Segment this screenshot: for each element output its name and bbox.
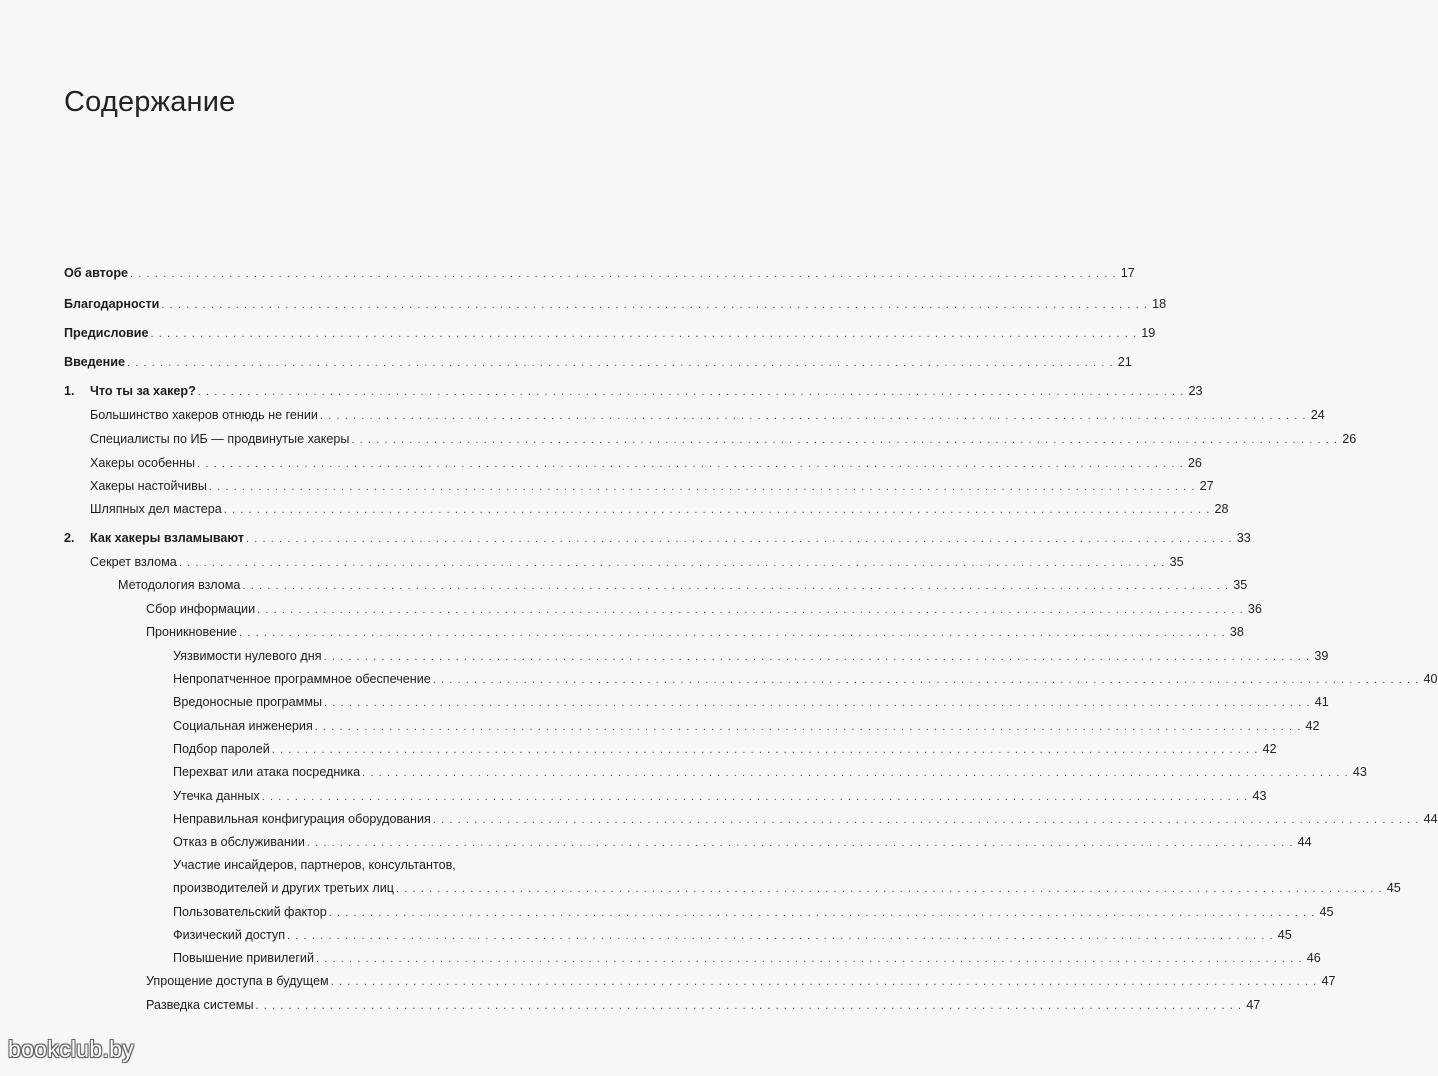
toc-entry[interactable] (0, 381, 1203, 401)
toc-entry[interactable] (0, 622, 1244, 642)
toc-entry-label: Хакеры настойчивы (90, 476, 209, 496)
toc-entry[interactable] (0, 786, 1267, 806)
toc-entry-label: производителей и других третьих лиц (173, 878, 396, 898)
toc-entry[interactable] (0, 809, 1438, 829)
dot-leader: ........................................................................................................................ (130, 268, 1121, 280)
toc-entry-label: Перехват или атака посредника (173, 762, 362, 782)
toc-entry[interactable] (0, 878, 1401, 898)
dot-leader: ........................................................................................................................ (432, 674, 1424, 686)
dot-leader: ........................................................................................................................ (127, 357, 1118, 369)
dot-leader: ........................................................................................................................ (242, 580, 1234, 592)
toc-page-number: 27 (1199, 479, 1214, 493)
toc-entry[interactable] (0, 739, 1277, 759)
dot-leader: ........................................................................................................................ (319, 410, 1311, 422)
dot-leader: ........................................................................................................................ (161, 299, 1153, 311)
toc-entry[interactable] (0, 499, 1229, 519)
toc-page-number: 45 (1319, 905, 1334, 919)
toc-page-number: 46 (1306, 951, 1321, 965)
toc-entry[interactable] (0, 948, 1321, 968)
toc-entry[interactable] (0, 405, 1325, 425)
toc-page-number: 41 (1314, 695, 1329, 709)
dot-leader: ........................................................................................................................ (178, 557, 1170, 569)
toc-page-number: 42 (1262, 742, 1277, 756)
dot-leader: ........................................................................................................................ (197, 458, 1188, 470)
dot-leader: ........................................................................................................................ (261, 791, 1253, 803)
toc-entry-label: Что ты за хакер? (90, 381, 198, 401)
toc-entry-label: Непропатченное программное обеспечение (173, 669, 433, 689)
toc-page-number: 18 (1152, 297, 1167, 311)
toc-entry[interactable] (0, 294, 1167, 314)
toc-entry-label: Упрощение доступа в будущем (146, 971, 331, 991)
toc-entry[interactable] (0, 669, 1438, 689)
toc-entry-label: Хакеры особенны (90, 453, 197, 473)
toc-page-number: 42 (1305, 719, 1320, 733)
dot-leader: ........................................................................................................................ (150, 328, 1142, 340)
toc-entry-label: Благодарности (64, 294, 161, 314)
toc-page-number: 40 (1423, 672, 1438, 686)
dot-leader: ........................................................................................................................ (306, 837, 1298, 849)
dot-leader: ........................................................................................................................ (257, 604, 1248, 616)
toc-entry-label: Уязвимости нулевого дня (173, 646, 324, 666)
toc-entry[interactable] (0, 995, 1261, 1015)
toc-entry-label: Предисловие (64, 323, 151, 343)
page-title: Содержание (64, 86, 236, 118)
toc-entry-label: Неправильная конфигурация оборудования (173, 809, 433, 829)
dot-leader: ........................................................................................................................ (323, 651, 1315, 663)
toc-page-number: 36 (1247, 602, 1262, 616)
toc-entry-label: Пользовательский фактор (173, 902, 329, 922)
toc-page-number: 26 (1342, 432, 1357, 446)
toc-entry-label: Социальная инженерия (173, 716, 315, 736)
chapter-number: 1. (64, 384, 75, 398)
toc-entry-label: Об авторе (64, 263, 130, 283)
dot-leader: ........................................................................................................................ (239, 627, 1230, 639)
toc-page-number: 21 (1117, 355, 1132, 369)
toc-entry[interactable] (0, 528, 1251, 548)
toc-entry[interactable] (0, 832, 1312, 852)
toc-page-number: 35 (1169, 555, 1184, 569)
dot-leader: ........................................................................................................................ (255, 1000, 1247, 1012)
toc-entry[interactable] (0, 453, 1202, 473)
dot-leader: ........................................................................................................................ (351, 434, 1343, 446)
toc-entry-label: Отказ в обслуживании (173, 832, 307, 852)
dot-leader: ........................................................................................................................ (314, 721, 1306, 733)
toc-entry-label: Секрет взлома (90, 552, 179, 572)
toc-page-number: 38 (1229, 625, 1244, 639)
toc-page-number: 43 (1252, 789, 1267, 803)
watermark: bookclub.by (8, 1036, 135, 1062)
toc-entry-label: Большинство хакеров отнюдь не гении (90, 405, 320, 425)
toc-entry[interactable] (0, 925, 1292, 945)
toc-entry[interactable] (0, 552, 1184, 572)
toc-page-number: 47 (1246, 998, 1261, 1012)
dot-leader: ........................................................................................................................ (328, 907, 1320, 919)
toc-entry-label: Разведка системы (146, 995, 256, 1015)
dot-leader: ........................................................................................................................ (208, 481, 1200, 493)
toc-entry-label: Утечка данных (173, 786, 262, 806)
toc-page-number: 44 (1423, 812, 1438, 826)
toc-page-number: 24 (1310, 408, 1325, 422)
toc-entry-label: Вредоносные программы (173, 692, 324, 712)
toc-page-number: 33 (1236, 531, 1251, 545)
toc-page-number: 19 (1141, 326, 1156, 340)
toc-page-number: 45 (1277, 928, 1292, 942)
toc-entry[interactable] (0, 476, 1214, 496)
toc-entry[interactable] (0, 902, 1334, 922)
toc-page-number: 26 (1187, 456, 1202, 470)
toc-page-number: 35 (1233, 578, 1248, 592)
toc-entry-label: Участие инсайдеров, партнеров, консультантов, (173, 858, 456, 872)
toc-entry[interactable] (0, 762, 1367, 782)
toc-entry[interactable] (0, 429, 1357, 449)
toc-entry-label: Шляпных дел мастера (90, 499, 224, 519)
dot-leader: ........................................................................................................................ (362, 767, 1353, 779)
toc-entry[interactable] (0, 599, 1262, 619)
toc-entry-label: Сбор информации (146, 599, 257, 619)
toc-entry-label: Введение (64, 352, 127, 372)
dot-leader: ........................................................................................................................ (287, 930, 1278, 942)
toc-entry[interactable] (0, 323, 1156, 343)
toc-entry-label: Методология взлома (118, 575, 242, 595)
dot-leader: ........................................................................................................................ (330, 976, 1322, 988)
dot-leader: ........................................................................................................................ (246, 533, 1237, 545)
toc-entry[interactable] (0, 716, 1320, 736)
toc-entry-label: Проникновение (146, 622, 239, 642)
toc-entry[interactable] (0, 352, 1132, 372)
toc-page-number: 39 (1314, 649, 1329, 663)
dot-leader: ........................................................................................................................ (324, 697, 1315, 709)
toc-entry-label: Повышение привилегий (173, 948, 316, 968)
toc-entry[interactable] (0, 971, 1336, 991)
toc-entry-label: Подбор паролей (173, 739, 272, 759)
toc-page-number: 45 (1386, 881, 1401, 895)
toc-entry[interactable] (0, 575, 1248, 595)
dot-leader: ........................................................................................................................ (197, 386, 1189, 398)
toc-page-number: 17 (1120, 266, 1135, 280)
chapter-number: 2. (64, 531, 75, 545)
dot-leader: ........................................................................................................................ (223, 504, 1215, 516)
dot-leader: ........................................................................................................................ (316, 953, 1307, 965)
toc-entry[interactable] (0, 646, 1329, 666)
toc-entry[interactable] (0, 263, 1135, 283)
toc-entry-label: Специалисты по ИБ — продвинутые хакеры (90, 429, 351, 449)
dot-leader: ........................................................................................................................ (271, 744, 1263, 756)
dot-leader: ........................................................................................................................ (395, 883, 1387, 895)
toc-page-number: 47 (1321, 974, 1336, 988)
dot-leader: ........................................................................................................................ (432, 814, 1424, 826)
toc-page-number: 23 (1188, 384, 1203, 398)
toc-page-number: 28 (1214, 502, 1229, 516)
toc-page-number: 44 (1297, 835, 1312, 849)
toc-entry-label: Физический доступ (173, 925, 287, 945)
toc-entry[interactable] (0, 692, 1329, 712)
toc-entry-label: Как хакеры взламывают (90, 528, 246, 548)
toc-page-number: 43 (1352, 765, 1367, 779)
